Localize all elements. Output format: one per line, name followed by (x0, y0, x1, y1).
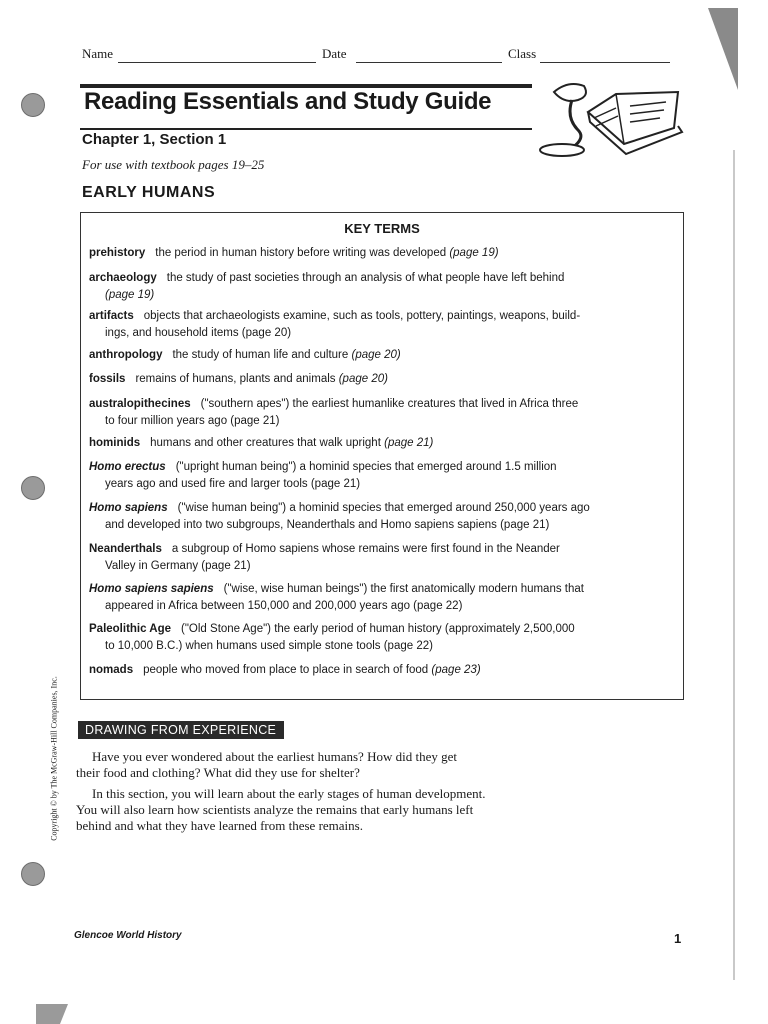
page-number: 1 (674, 931, 682, 946)
term-definition: humans and other creatures that walk upright (150, 437, 381, 449)
section-title: EARLY HUMANS (82, 184, 216, 201)
term-definition: objects that archaeologists examine, such as tools, pottery, paintings, weapons, build- (143, 310, 581, 322)
page-corner-shadow (36, 1004, 68, 1024)
key-terms-heading: KEY TERMS (344, 221, 420, 236)
term-word: Homo erectus (89, 461, 166, 473)
term-word: artifacts (89, 310, 134, 322)
term-word: fossils (89, 373, 126, 385)
key-term (89, 541, 667, 575)
page-title: Reading Essentials and Study Guide (84, 88, 492, 115)
page-edge (733, 150, 735, 980)
term-page: (page 20) (351, 349, 401, 361)
term-page: (page 20) (338, 373, 388, 385)
term-word: Neanderthals (89, 543, 162, 555)
date-line (356, 62, 502, 63)
lamp-book-illustration (532, 72, 692, 164)
key-term (89, 500, 667, 534)
name-label: Name (82, 46, 114, 61)
binder-hole (21, 476, 45, 500)
term-continuation: and developed into two subgroups, Neanderthals and Homo sapiens sapiens (page 21) (105, 519, 550, 531)
term-word: archaeology (89, 272, 157, 284)
key-term (89, 581, 667, 615)
term-definition: people who moved from place to place in search of food (143, 664, 429, 676)
copyright-text: Copyright © by The McGraw-Hill Companies, Inc. (49, 676, 59, 841)
paragraph-line: their food and clothing? What did they use for shelter? (76, 765, 360, 780)
binder-hole (21, 93, 45, 117)
key-term (89, 459, 667, 493)
term-page: (page 21) (384, 437, 434, 449)
term-definition: a subgroup of Homo sapiens whose remains were first found in the Neander (171, 543, 560, 555)
key-term (89, 347, 667, 364)
term-word: hominids (89, 437, 141, 449)
term-definition: the study of past societies through an analysis of what people have left behind (166, 272, 565, 284)
paragraph-line: behind and what they have learned from these remains. (76, 818, 363, 833)
paragraph-line: You will also learn how scientists analyze the remains that early humans left (76, 802, 474, 817)
term-word: Homo sapiens sapiens (89, 583, 214, 595)
term-word: anthropology (89, 349, 163, 361)
term-definition: ("wise human being") a hominid species that emerged around 250,000 years ago (177, 502, 590, 514)
key-term (89, 245, 667, 262)
term-word: prehistory (89, 247, 146, 259)
term-continuation: Valley in Germany (page 21) (105, 560, 251, 572)
term-page: (page 23) (431, 664, 481, 676)
binder-hole (21, 862, 45, 886)
term-word: nomads (89, 664, 134, 676)
publisher-footer: Glencoe World History (74, 930, 182, 941)
term-word: Homo sapiens (89, 502, 168, 514)
key-term (89, 621, 667, 655)
paragraph-line: Have you ever wondered about the earliest humans? How did they get (92, 749, 457, 764)
term-definition: the study of human life and culture (172, 349, 349, 361)
term-continuation: to four million years ago (page 21) (105, 415, 280, 427)
drawing-from-experience-heading: DRAWING FROM EXPERIENCE (78, 721, 284, 739)
textbook-pages-note: For use with textbook pages 19–25 (82, 157, 265, 172)
term-continuation: appeared in Africa between 150,000 and 200,000 years ago (page 22) (105, 600, 463, 612)
term-continuation: to 10,000 B.C.) when humans used simple stone tools (page 22) (105, 640, 433, 652)
term-definition: ("upright human being") a hominid species that emerged around 1.5 million (175, 461, 557, 473)
term-continuation: years ago and used fire and larger tools (page 21) (105, 478, 361, 490)
term-continuation: ings, and household items (page 20) (105, 327, 292, 339)
class-label: Class (508, 46, 537, 61)
key-term (89, 308, 667, 342)
key-term (89, 270, 667, 304)
term-definition: ("wise, wise human beings") the first anatomically modern humans that (223, 583, 584, 595)
term-definition: the period in human history before writing was developed (155, 247, 447, 259)
key-term (89, 371, 667, 388)
date-label: Date (322, 46, 347, 61)
chapter-heading: Chapter 1, Section 1 (82, 131, 227, 148)
term-word: australopithecines (89, 398, 191, 410)
term-continuation: (page 19) (105, 289, 155, 301)
name-line (118, 62, 316, 63)
term-definition: remains of humans, plants and animals (135, 373, 336, 385)
key-terms-box (80, 212, 684, 700)
term-word: Paleolithic Age (89, 623, 172, 635)
page-corner-shadow (708, 8, 738, 90)
term-definition: ("Old Stone Age") the early period of human history (approximately 2,500,000 (181, 623, 575, 635)
key-term (89, 435, 667, 452)
class-line (540, 62, 670, 63)
key-term (89, 662, 667, 679)
paragraph-line: In this section, you will learn about the early stages of human development. (92, 786, 486, 801)
term-definition: ("southern apes") the earliest humanlike creatures that lived in Africa three (200, 398, 579, 410)
term-page: (page 19) (449, 247, 499, 259)
copyright-notice (44, 660, 60, 860)
key-term (89, 396, 667, 430)
